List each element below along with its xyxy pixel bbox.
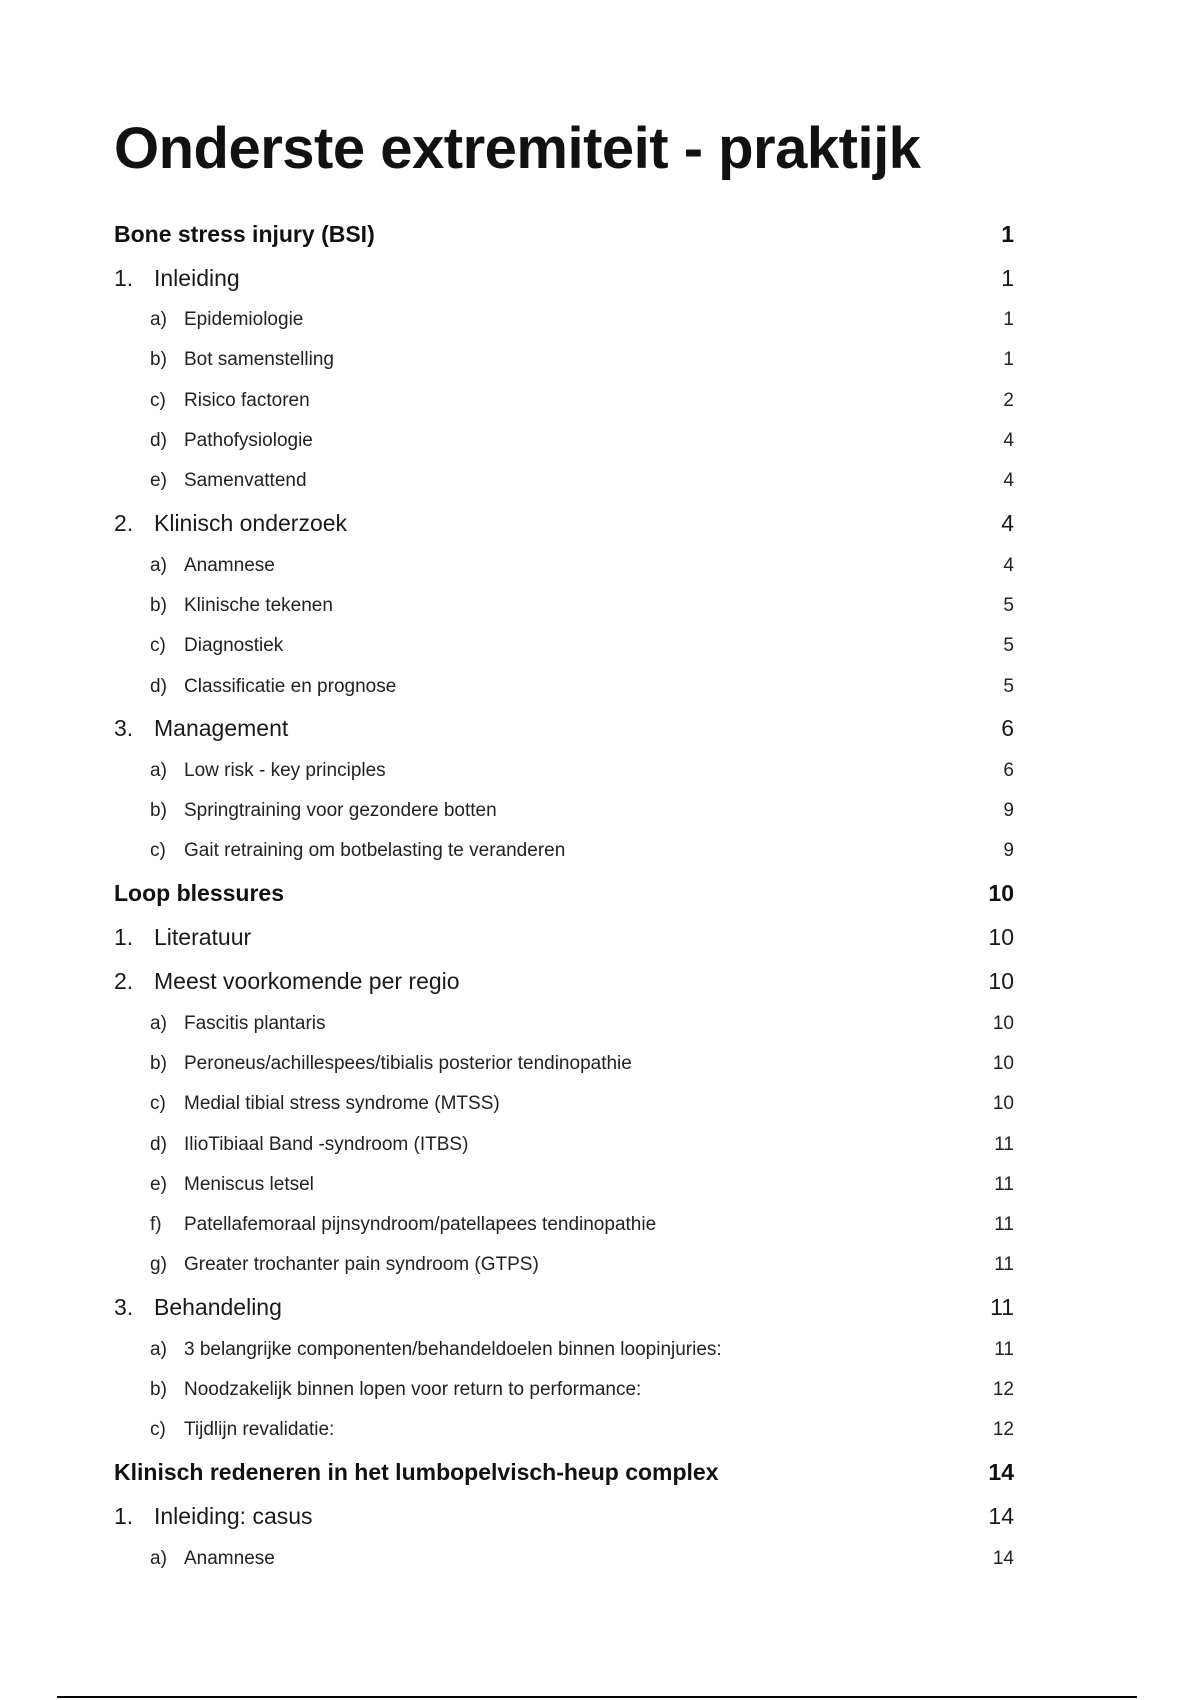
toc-entry-label: Risico factoren	[184, 389, 310, 411]
toc-entry-number: a)	[150, 759, 167, 781]
toc-entry-label: Loop blessures	[114, 880, 284, 907]
toc-entry-number: 2.	[114, 509, 134, 536]
toc-entry-page-number: 6	[1001, 715, 1014, 742]
toc-entry-number: b)	[150, 1053, 167, 1074]
toc-entry-page-number: 2	[1003, 389, 1014, 411]
toc-chapter[interactable]	[114, 960, 1014, 1004]
toc-entry-number: b)	[150, 594, 167, 616]
toc-entry-label: Noodzakelijk binnen lopen voor return to performance:	[184, 1379, 642, 1401]
toc-chapter[interactable]	[114, 707, 1014, 751]
toc-entry-label: Bone stress injury (BSI)	[114, 220, 375, 247]
toc-entry-label: Inleiding: casus	[154, 1503, 313, 1530]
toc-entry-page-number: 4	[1003, 470, 1014, 492]
toc-entry-page-number: 14	[988, 1459, 1014, 1486]
toc-subsection[interactable]	[114, 586, 1014, 626]
toc-entry-number: g)	[150, 1254, 167, 1276]
toc-entry-label: Tijdlijn revalidatie:	[184, 1419, 335, 1441]
toc-entry-number: 1.	[114, 924, 134, 951]
toc-subsection[interactable]	[114, 1410, 1014, 1450]
toc-entry-label: IlioTibiaal Band -syndroom (ITBS)	[184, 1133, 469, 1155]
toc-subsection[interactable]	[114, 666, 1014, 706]
toc-entry-number: c)	[150, 1093, 166, 1115]
toc-subsection[interactable]	[114, 1044, 1014, 1084]
toc-subsection[interactable]	[114, 421, 1014, 461]
toc-entry-page-number: 10	[992, 1093, 1014, 1115]
toc-entry-number: 3.	[114, 1294, 134, 1321]
toc-entry-number: e)	[150, 1173, 167, 1195]
toc-entry-page-number: 11	[994, 1254, 1014, 1276]
toc-entry-number: b)	[150, 349, 167, 371]
toc-entry-page-number: 14	[992, 1547, 1014, 1569]
toc-entry-label: Behandeling	[154, 1294, 282, 1321]
toc-entry-label: Bot samenstelling	[184, 349, 334, 371]
toc-entry-number: a)	[150, 1012, 167, 1034]
toc-entry-number: d)	[150, 1133, 167, 1155]
toc-entry-label: Samenvattend	[184, 470, 307, 492]
toc-chapter[interactable]	[114, 916, 1014, 960]
toc-subsection[interactable]	[114, 626, 1014, 666]
toc-entry-label: Inleiding	[154, 264, 240, 291]
toc-entry-page-number: 1	[1003, 349, 1014, 371]
toc-entry-number: 3.	[114, 715, 134, 742]
toc-chapter[interactable]	[114, 256, 1014, 300]
table-of-contents	[114, 212, 1014, 1579]
toc-entry-number: a)	[150, 554, 167, 576]
toc-entry-label: Peroneus/achillespees/tibialis posterior tendinopathie	[184, 1053, 632, 1074]
toc-subsection[interactable]	[114, 1124, 1014, 1164]
toc-entry-number: 2.	[114, 968, 134, 995]
toc-entry-page-number: 12	[992, 1419, 1014, 1441]
toc-entry-label: Medial tibial stress syndrome (MTSS)	[184, 1093, 500, 1115]
toc-chapter[interactable]	[114, 1495, 1014, 1539]
toc-entry-page-number: 10	[992, 1012, 1014, 1034]
toc-entry-page-number: 11	[994, 1173, 1014, 1195]
toc-entry-number: 1.	[114, 264, 134, 291]
toc-subsection[interactable]	[114, 791, 1014, 831]
toc-entry-page-number: 4	[1003, 554, 1014, 576]
toc-entry-label: Literatuur	[154, 924, 252, 951]
toc-entry-number: 1.	[114, 1503, 134, 1530]
toc-entry-label: Klinische tekenen	[184, 594, 333, 616]
toc-entry-page-number: 12	[992, 1379, 1014, 1401]
toc-subsection[interactable]	[114, 1205, 1014, 1245]
toc-subsection[interactable]	[114, 461, 1014, 501]
toc-entry-number: d)	[150, 675, 167, 697]
toc-entry-page-number: 1	[1001, 220, 1014, 247]
toc-entry-page-number: 11	[990, 1294, 1014, 1321]
toc-entry-label: Springtraining voor gezondere botten	[184, 800, 497, 822]
toc-subsection[interactable]	[114, 1245, 1014, 1285]
toc-chapter[interactable]	[114, 1286, 1014, 1330]
toc-subsection[interactable]	[114, 831, 1014, 871]
toc-entry-label: Klinisch onderzoek	[154, 509, 348, 536]
toc-entry-label: Gait retraining om botbelasting te veranderen	[184, 840, 566, 862]
toc-entry-page-number: 11	[994, 1338, 1014, 1360]
toc-entry-page-number: 9	[1003, 840, 1014, 862]
toc-entry-label: 3 belangrijke componenten/behandeldoelen binnen loopinjuries:	[184, 1338, 722, 1360]
page-title: Onderste extremiteit - praktijk	[114, 116, 921, 181]
toc-entry-number: c)	[150, 635, 166, 657]
toc-entry-label: Klinisch redeneren in het lumbopelvisch-heup complex	[114, 1459, 719, 1486]
toc-entry-number: b)	[150, 800, 167, 822]
toc-subsection[interactable]	[114, 1004, 1014, 1044]
toc-subsection[interactable]	[114, 1084, 1014, 1124]
toc-subsection[interactable]	[114, 300, 1014, 340]
toc-entry-label: Classificatie en prognose	[184, 675, 397, 697]
toc-entry-number: c)	[150, 840, 166, 862]
toc-entry-page-number: 14	[988, 1503, 1014, 1530]
toc-entry-label: Anamnese	[184, 1547, 275, 1569]
toc-entry-page-number: 5	[1003, 594, 1014, 616]
toc-entry-page-number: 1	[1003, 309, 1014, 331]
toc-entry-page-number: 10	[988, 924, 1014, 951]
toc-entry-label: Greater trochanter pain syndroom (GTPS)	[184, 1254, 539, 1276]
toc-entry-page-number: 11	[994, 1133, 1014, 1155]
toc-entry-label: Meniscus letsel	[184, 1173, 314, 1195]
toc-entry-label: Meest voorkomende per regio	[154, 968, 460, 995]
toc-entry-number: e)	[150, 470, 167, 492]
toc-entry-label: Management	[154, 715, 289, 742]
toc-section[interactable]	[114, 1451, 1014, 1495]
toc-subsection[interactable]	[114, 751, 1014, 791]
toc-entry-label: Diagnostiek	[184, 635, 284, 657]
toc-entry-label: Anamnese	[184, 554, 275, 576]
toc-entry-page-number: 10	[988, 880, 1014, 907]
toc-subsection[interactable]	[114, 1539, 1014, 1579]
toc-subsection[interactable]	[114, 1165, 1014, 1205]
toc-entry-number: b)	[150, 1379, 167, 1401]
toc-section[interactable]	[114, 872, 1014, 916]
toc-entry-page-number: 4	[1001, 509, 1014, 536]
toc-entry-number: a)	[150, 1547, 167, 1569]
toc-entry-page-number: 5	[1003, 635, 1014, 657]
toc-entry-label: Pathofysiologie	[184, 430, 313, 452]
toc-subsection[interactable]	[114, 381, 1014, 421]
toc-entry-number: a)	[150, 309, 167, 331]
toc-entry-page-number: 4	[1003, 430, 1014, 452]
toc-entry-page-number: 10	[988, 968, 1014, 995]
toc-entry-page-number: 10	[992, 1053, 1014, 1074]
toc-subsection[interactable]	[114, 340, 1014, 380]
toc-entry-page-number: 5	[1003, 675, 1014, 697]
toc-entry-page-number: 11	[994, 1214, 1014, 1236]
toc-entry-label: Low risk - key principles	[184, 759, 386, 781]
toc-section[interactable]	[114, 212, 1014, 256]
footer-divider	[57, 1696, 1137, 1698]
toc-chapter[interactable]	[114, 501, 1014, 545]
toc-subsection[interactable]	[114, 1370, 1014, 1410]
toc-entry-page-number: 1	[1001, 264, 1014, 291]
toc-entry-label: Fascitis plantaris	[184, 1012, 326, 1034]
toc-subsection[interactable]	[114, 545, 1014, 585]
toc-entry-label: Epidemiologie	[184, 309, 304, 331]
toc-entry-label: Patellafemoraal pijnsyndroom/patellapees tendinopathie	[184, 1214, 657, 1236]
toc-entry-number: c)	[150, 1419, 166, 1441]
toc-entry-number: a)	[150, 1338, 167, 1360]
toc-entry-number: f)	[150, 1214, 162, 1236]
toc-entry-page-number: 9	[1003, 800, 1014, 822]
toc-subsection[interactable]	[114, 1330, 1014, 1370]
toc-entry-number: c)	[150, 389, 166, 411]
toc-entry-number: d)	[150, 430, 167, 452]
toc-entry-page-number: 6	[1003, 759, 1014, 781]
